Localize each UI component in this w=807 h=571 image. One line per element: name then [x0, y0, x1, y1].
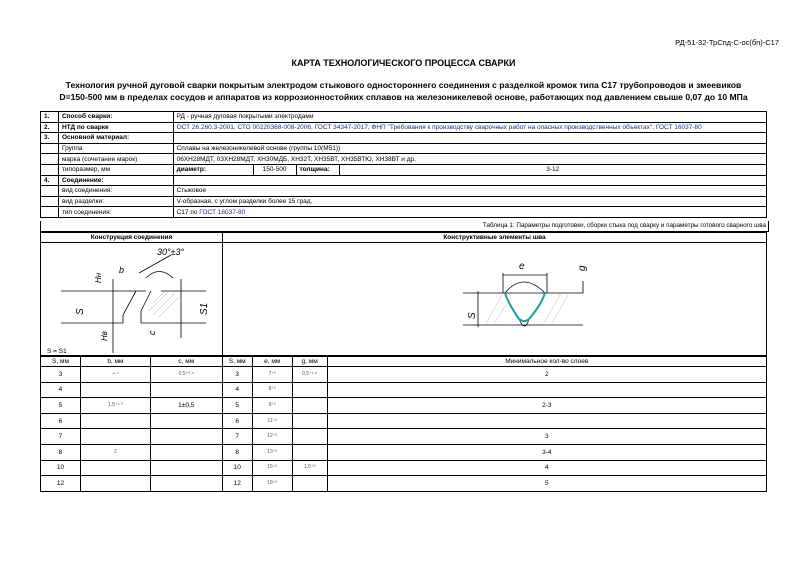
weld-cap [505, 282, 545, 293]
joint-design-drawing [41, 243, 222, 355]
row-number: 1. [41, 112, 59, 123]
document-id: РД-51-32-ТрСпд-С-ос(бп)-С17 [675, 38, 779, 47]
header-e: e, мм [252, 357, 292, 367]
connection-type-label: тип соединения: [58, 207, 173, 218]
base-material-label: Основной материал: [58, 133, 173, 144]
section-right-header: Конструктивные элементы шва [223, 233, 766, 243]
bevel-right [141, 291, 151, 311]
parameters-table [40, 356, 767, 492]
groove-value: V-образная, с углом разделки более 15 град. [173, 196, 766, 207]
joint-type-value: Стыковое [173, 186, 766, 197]
hv-label: Нв [100, 331, 109, 341]
thickness-s-label: S [75, 308, 86, 315]
drawings-frame [40, 232, 767, 356]
row-number: 4. [41, 175, 59, 186]
table-row: 7 7 12⁺² 3 [41, 429, 767, 445]
diameter-value: 150-500 [253, 164, 296, 175]
joint-type-label: вид соединения: [58, 186, 173, 197]
header-s: S, мм [41, 357, 81, 367]
header-c: c, мм [150, 357, 222, 367]
row-number: 3. [41, 133, 59, 144]
groove-label: вид разделки: [58, 196, 173, 207]
group-label: Группа [58, 143, 173, 154]
diameter-label: диаметр: [173, 164, 253, 175]
process-info-table [40, 111, 767, 218]
table-row: 8 2 8 13⁺² 3-4 [41, 444, 767, 460]
table-row: 5 1,5⁺¹·⁰ 1±0,5 5 9⁺² 2-3 [41, 398, 767, 414]
standards-value: ОСТ 26.260.3-2001, СТО 00220368-008-2006, ГОСТ 34347-2017, ФНП "Требования к производству сварочных работ на опасных производственных объектах", ГОСТ 16037-80 [173, 122, 766, 133]
standards-label: НТД по сварке [58, 122, 173, 133]
welding-method-label: Способ сварки: [58, 112, 173, 123]
table-caption: Таблица 1: Параметры подготовки, сборки стыка под сварку и параметры готового сварного шва [40, 221, 769, 232]
weld-elements-drawing [223, 243, 766, 355]
thickness-value: 3-12 [339, 164, 767, 175]
thickness-equality-note: S = S1 [47, 348, 67, 355]
table-row: 4 4 8⁺² [41, 382, 767, 398]
gap-b-label: b [119, 265, 125, 275]
section-left-header: Конструкция соединения [41, 233, 223, 243]
grade-label: марка (сочетание марок) [58, 154, 173, 165]
table-row: 6 6 11⁺² [41, 413, 767, 429]
connection-type-value: С17 по ГОСТ 16037-80 [173, 207, 766, 218]
group-value: Сплавы на железоникелевой основе (группы 10(М51)) [173, 143, 766, 154]
row-number: 2. [41, 122, 59, 133]
page-subtitle [40, 80, 767, 103]
welding-method-value: РД - ручная дуговая покрытыми электродами [173, 112, 766, 123]
page-title: КАРТА ТЕХНОЛОГИЧЕСКОГО ПРОЦЕССА СВАРКИ [291, 58, 516, 68]
table-row: 10 10 15⁺² 1,0⁺² 4 [41, 460, 767, 476]
table-row: 12 12 18⁺² 5 [41, 476, 767, 492]
size-label: типоразмер, мм [58, 164, 173, 175]
thickness-s1-label: S1 [199, 302, 210, 315]
bevel-left [123, 291, 136, 315]
subtitle-line-2: D=150-500 мм в пределах сосудов и аппаратов из коррозионностойких сплавов на железоникелевой основе, работающих под давлением свыше 0,07 до 10 МПа [59, 91, 748, 102]
width-e-label: e [519, 261, 525, 272]
thickness-s-label: S [467, 312, 478, 319]
thickness-label: толщина: [296, 164, 339, 175]
angle-label: 30°±3° [157, 247, 185, 257]
root-face-c-label: c [147, 330, 157, 335]
joint-label: Соединение: [58, 175, 173, 186]
header-g: g, мм [292, 357, 327, 367]
header-layers: Минимальное кол-во слоев [327, 357, 766, 367]
gost-link[interactable]: ГОСТ 16037-80 [199, 208, 246, 216]
table-row: 3 -¹·⁵ 0,5⁺⁰·⁵ 3 7⁺² 0,5⁺¹·⁵ 2 [41, 367, 767, 383]
hn-label: Нн [94, 272, 103, 283]
reinforcement-g-label: g [577, 265, 588, 271]
subtitle-line-1: Технология ручной дуговой сварки покрытым электродом стыкового одностороннего соединения с разделкой кромок типа С17 трубопроводов и змеевиков [65, 80, 742, 90]
header-b: b, мм [80, 357, 150, 367]
header-s2: S, мм [222, 357, 252, 367]
grade-value: 06ХН28МДТ, 03ХН28МДТ, ХН30МДБ, ХН32Т, ХН35ВТ, ХН35ВТЮ, ХН38ВТ и др. [173, 154, 766, 165]
